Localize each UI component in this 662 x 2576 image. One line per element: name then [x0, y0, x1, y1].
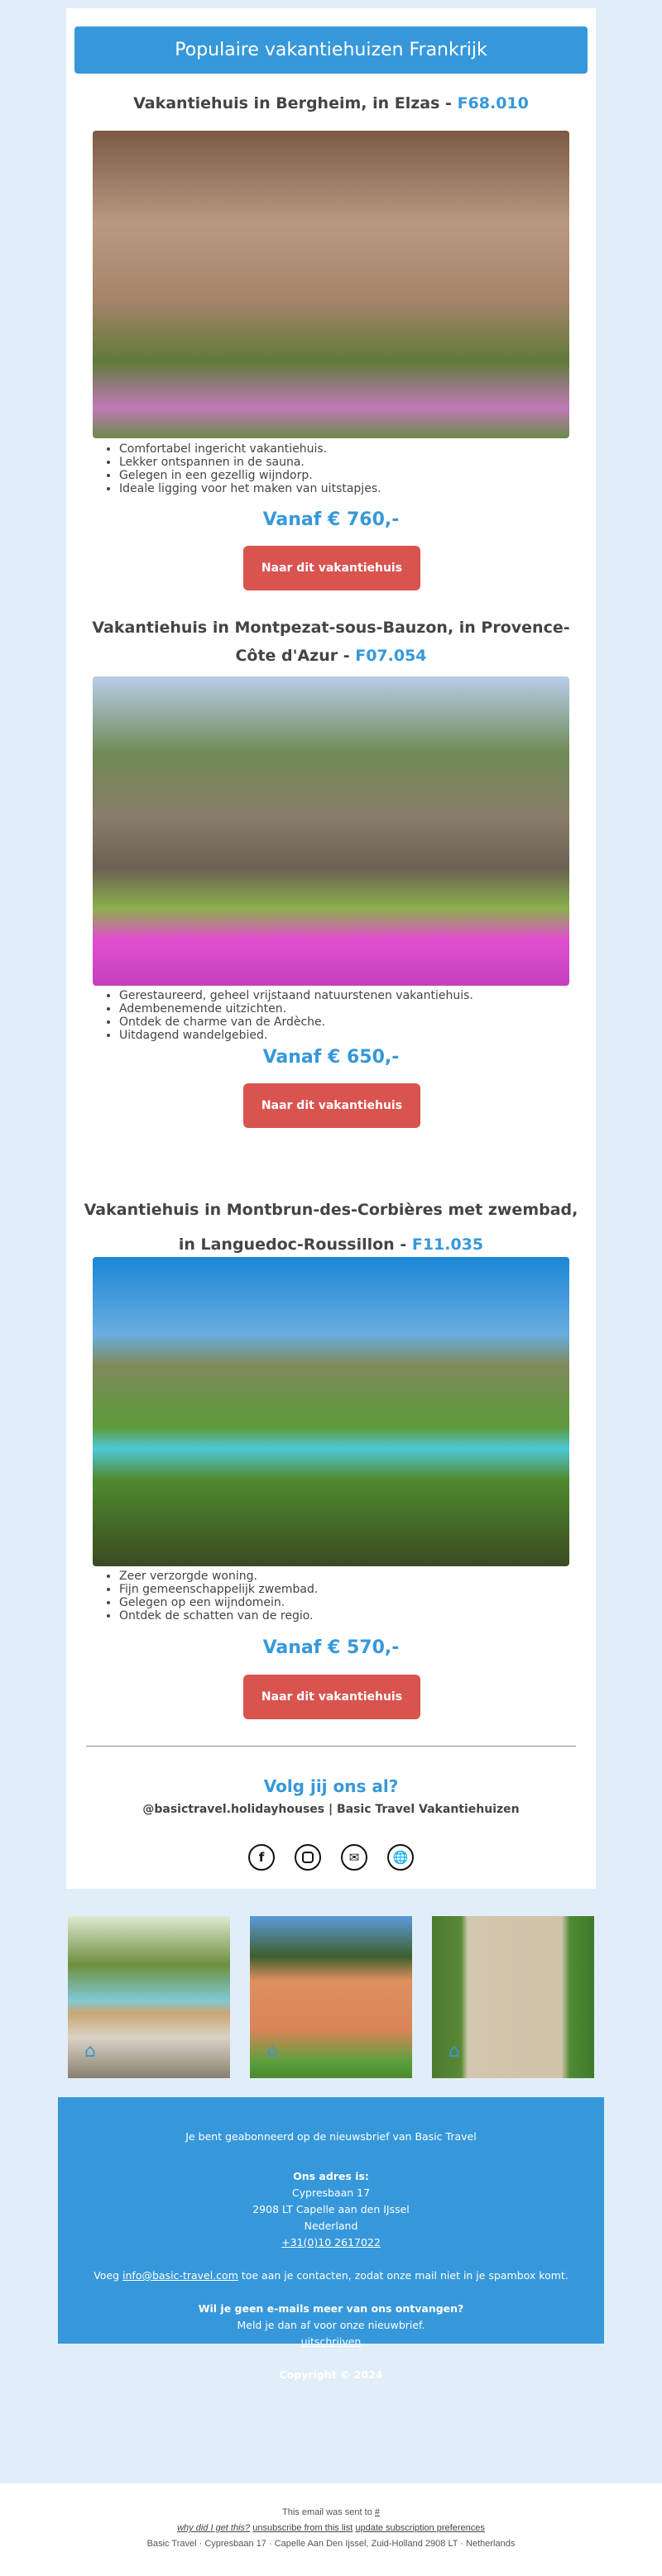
price: Vanaf € 650,-	[262, 1047, 400, 1068]
phone-link[interactable]: +31(0)10 2617022	[281, 2236, 381, 2249]
mailchimp-footer	[0, 2483, 662, 2576]
gallery-photo[interactable]	[250, 1916, 412, 2078]
view-house-button[interactable]: Naar dit vakantiehuis	[243, 1083, 420, 1128]
sent-to-link[interactable]: #	[374, 2507, 380, 2517]
mail-icon[interactable]: ✉	[341, 1844, 367, 1871]
newsletter-card	[66, 8, 596, 1889]
price: Vanaf € 570,-	[262, 1637, 400, 1658]
house-photo[interactable]	[93, 1257, 569, 1566]
feature-item: • Ontdek de charme van de Ardèche.	[119, 1016, 473, 1029]
house-title-text: Vakantiehuis in Bergheim, in Elzas -	[133, 94, 458, 112]
feature-item: • Fijn gemeenschappelijk zwembad.	[119, 1583, 318, 1596]
feature-list	[104, 442, 381, 495]
unsubscribe-link[interactable]: uitschrijven	[300, 2335, 362, 2348]
feature-item: • Uitdagend wandelgebied.	[119, 1029, 473, 1042]
gallery-photo[interactable]	[432, 1916, 594, 2078]
banner-title: Populaire vakantiehuizen Frankrijk	[74, 26, 588, 74]
feature-item: • Ontdek de schatten van de regio.	[119, 1609, 318, 1623]
house-code[interactable]: F11.035	[411, 1235, 484, 1254]
update-preferences-link[interactable]: update subscription preferences	[355, 2523, 485, 2533]
house-code[interactable]: F68.010	[457, 94, 529, 112]
feature-item: • Comfortabel ingericht vakantiehuis.	[119, 442, 381, 456]
address-street: Cypresbaan 17	[291, 2186, 371, 2199]
feature-item: • Lekker ontspannen in de sauna.	[119, 456, 381, 469]
footer	[58, 2097, 604, 2381]
house-photo[interactable]	[93, 131, 569, 438]
address-city: 2908 LT Capelle aan den IJssel	[252, 2203, 410, 2215]
feature-list	[104, 1570, 318, 1623]
view-house-button[interactable]: Naar dit vakantiehuis	[243, 1675, 420, 1719]
subscribed-text: Je bent geabonneerd op de nieuwsbrief van Basic Travel	[185, 2130, 477, 2143]
unsubscribe-text: Meld je dan af voor onze nieuwbrief.	[237, 2319, 425, 2331]
house-title-text: Vakantiehuis in Montbrun-des-Corbières met zwembad, in Languedoc-Roussillon -	[84, 1201, 578, 1254]
email-link[interactable]: info@basic-travel.com	[122, 2269, 238, 2282]
house-photo[interactable]	[93, 676, 569, 986]
instagram-icon[interactable]	[295, 1844, 321, 1871]
facebook-icon[interactable]: f	[248, 1844, 275, 1871]
feature-item: • Ideale ligging voor het maken van uitstapjes.	[119, 482, 381, 495]
price: Vanaf € 760,-	[262, 509, 400, 530]
sender-address: Basic Travel · Cypresbaan 17 · Capelle Aan Den Ijssel, Zuid-Holland 2908 LT · Netherlands	[146, 2539, 516, 2549]
feature-item: • Gerestaureerd, geheel vrijstaand natuurstenen vakantiehuis.	[119, 989, 473, 1002]
social-links	[66, 1844, 596, 1871]
house-code[interactable]: F07.054	[355, 647, 427, 665]
address-label: Ons adres is:	[293, 2170, 369, 2182]
feature-item: • Gelegen in een gezellig wijndorp.	[119, 469, 381, 482]
house-heart-icon: ⌂	[84, 2041, 96, 2062]
gallery-photo[interactable]	[68, 1916, 230, 2078]
feature-item: • Adembenemende uitzichten.	[119, 1002, 473, 1016]
unsubscribe-question: Wil je geen e-mails meer van ons ontvangen?	[198, 2302, 464, 2315]
copyright: Copyright © 2024	[279, 2368, 383, 2381]
feature-item: • Zeer verzorgde woning.	[119, 1570, 318, 1583]
divider	[86, 1746, 576, 1747]
house-heart-icon: ⌂	[266, 2041, 278, 2062]
contacts-text: Voeg	[94, 2269, 123, 2282]
contacts-text: toe aan je contacten, zodat onze mail niet in je spambox komt.	[237, 2269, 568, 2282]
view-house-button[interactable]: Naar dit vakantiehuis	[243, 546, 420, 590]
feature-item: • Gelegen op een wijndomein.	[119, 1596, 318, 1609]
address-country: Nederland	[304, 2220, 358, 2232]
house-heart-icon: ⌂	[449, 2041, 460, 2062]
sent-to-text: This email was sent to	[282, 2507, 375, 2517]
house-title[interactable]	[74, 1192, 588, 1262]
house-title[interactable]	[74, 614, 588, 670]
follow-heading: Volg jij ons al?	[263, 1776, 399, 1796]
house-title[interactable]	[74, 89, 588, 117]
why-link[interactable]: why did I get this?	[177, 2523, 251, 2533]
unsubscribe-list-link[interactable]: unsubscribe from this list	[252, 2523, 353, 2533]
house-title-text: Vakantiehuis in Montpezat-sous-Bauzon, in Provence-Côte d'Azur -	[92, 619, 570, 665]
globe-icon[interactable]: 🌐	[387, 1844, 414, 1871]
social-handle: @basictravel.holidayhouses | Basic Travel Vakantiehuizen	[142, 1803, 520, 1816]
feature-list	[104, 989, 473, 1042]
